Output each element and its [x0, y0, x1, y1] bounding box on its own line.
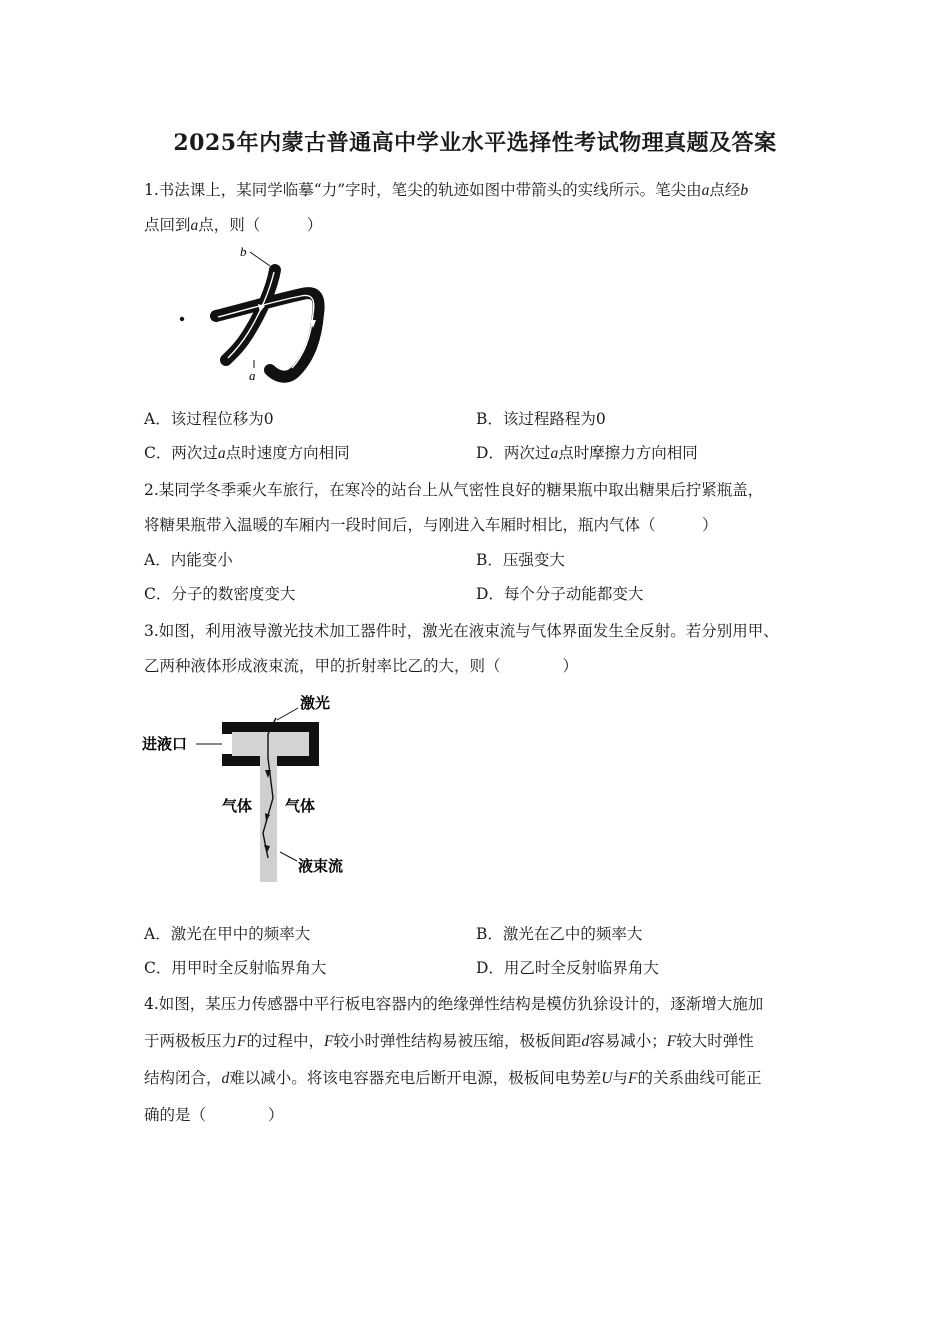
q3-option-a[interactable]: A．激光在甲中的频率大	[144, 925, 311, 943]
stray-dot	[180, 317, 184, 321]
label-inlet: 进液口	[142, 735, 188, 753]
page-title: 2025年内蒙古普通高中学业水平选择性考试物理真题及答案	[173, 130, 777, 156]
q1-stem-line2: 点回到a点，则（ ）	[144, 216, 323, 234]
q2-option-d[interactable]: D．每个分子动能都变大	[476, 585, 644, 603]
q4-stem-line2: 于两极板压力F的过程中，F较小时弹性结构易被压缩，极板间距d容易减小；F较大时弹性	[144, 1032, 754, 1050]
q1-figure-li-character	[170, 242, 340, 387]
leader-laser	[277, 708, 298, 720]
inlet-opening	[222, 734, 232, 754]
q2-stem-line2: 将糖果瓶带入温暖的车厢内一段时间后，与刚进入车厢时相比，瓶内气体（ ）	[144, 516, 718, 534]
q3-option-b[interactable]: B．激光在乙中的频率大	[476, 925, 643, 943]
q1-option-c[interactable]: C．两次过a点时速度方向相同	[144, 444, 350, 462]
q3-option-c[interactable]: C．用甲时全反射临界角大	[144, 959, 327, 977]
q2-option-c[interactable]: C．分子的数密度变大	[144, 585, 296, 603]
q3-figure-laser-waterjet	[140, 688, 370, 888]
point-a-label: a	[249, 368, 256, 383]
q1-option-b[interactable]: B．该过程路程为0	[476, 410, 606, 428]
nozzle-cavity	[232, 732, 309, 756]
point-b-label: b	[240, 244, 247, 259]
q1-option-a[interactable]: A．该过程位移为0	[144, 410, 274, 428]
label-gas-left: 气体	[222, 797, 253, 815]
label-laser: 激光	[300, 694, 331, 712]
q2-stem-line1: 2.某同学冬季乘火车旅行，在寒冷的站台上从气密性良好的糖果瓶中取出糖果后拧紧瓶盖，	[144, 481, 764, 499]
q4-stem-line3: 结构闭合，d难以减小。将该电容器充电后断开电源，极板间电势差U与F的关系曲线可能正	[144, 1069, 762, 1087]
q2-option-b[interactable]: B．压强变大	[476, 551, 565, 569]
q3-stem-line2: 乙两种液体形成液束流，甲的折射率比乙的大，则（ ）	[144, 657, 579, 675]
q3-option-d[interactable]: D．用乙时全反射临界角大	[476, 959, 659, 977]
q2-option-a[interactable]: A．内能变小	[144, 551, 233, 569]
leader-stream	[280, 852, 297, 861]
q1-stem-line1: 1.书法课上，某同学临摹“力”字时，笔尖的轨迹如图中带箭头的实线所示。笔尖由a点经b	[144, 181, 749, 199]
label-gas-right: 气体	[285, 797, 316, 815]
q1-option-d[interactable]: D．两次过a点时摩擦力方向相同	[476, 444, 698, 462]
q4-stem-line1: 4.如图，某压力传感器中平行板电容器内的绝缘弹性结构是模仿犰狳设计的，逐渐增大施加	[144, 995, 764, 1013]
q4-stem-line4: 确的是（ ）	[144, 1106, 284, 1124]
q3-stem-line1: 3.如图，利用液导激光技术加工器件时，激光在液束流与气体界面发生全反射。若分别用甲、	[144, 622, 779, 640]
label-leader-b	[250, 252, 270, 266]
label-stream: 液束流	[298, 857, 344, 875]
